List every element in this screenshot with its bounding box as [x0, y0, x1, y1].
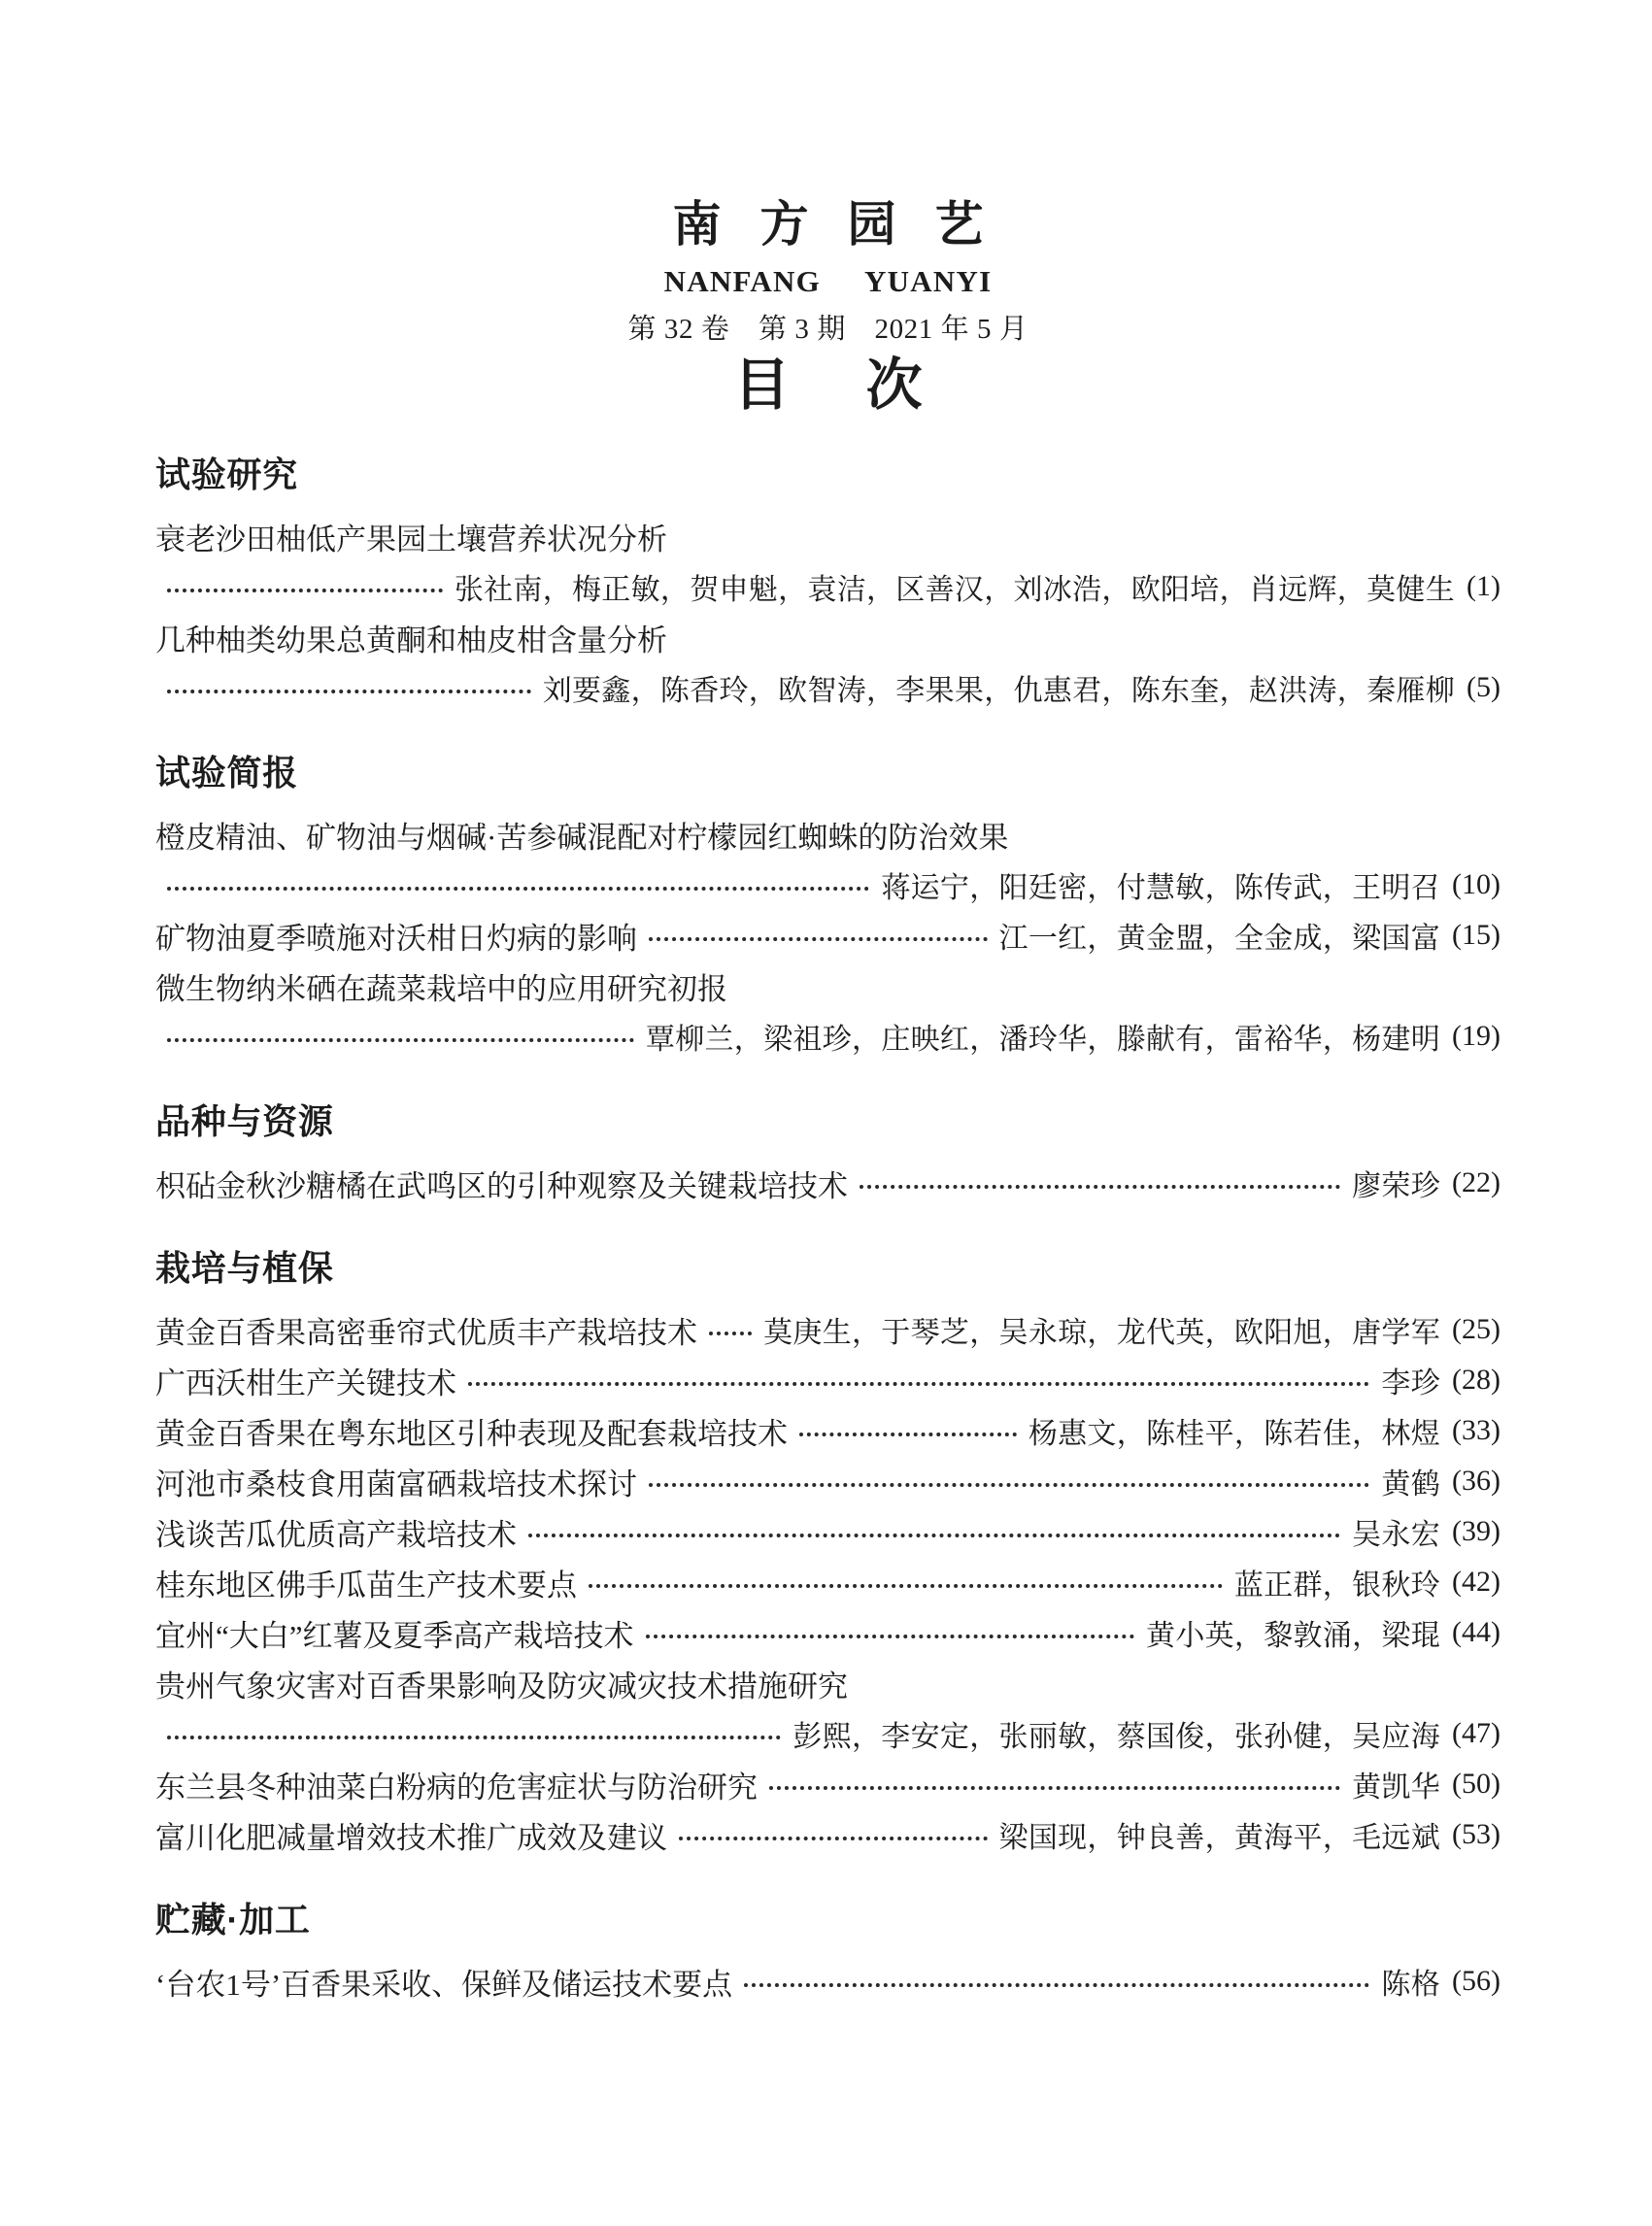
entry-title: 富川化肥减量增效技术推广成效及建议 — [155, 1820, 667, 1855]
toc-entry — [155, 1355, 1500, 1405]
toc-entry-author-line — [155, 1011, 1500, 1062]
entry-page-number: (10) — [1452, 868, 1500, 901]
toc-entry-author-line — [155, 662, 1500, 713]
toc-entry — [155, 1506, 1500, 1557]
entry-title: 广西沃柑生产关键技术 — [155, 1366, 456, 1400]
entry-page-number: (42) — [1452, 1566, 1500, 1599]
entry-page-number: (15) — [1452, 919, 1500, 952]
entry-title: 桂东地区佛手瓜苗生产技术要点 — [155, 1568, 577, 1602]
dot-leader — [468, 1382, 1369, 1386]
section-heading: 品种与资源 — [155, 1101, 334, 1142]
dot-leader — [860, 1185, 1340, 1189]
entry-title: 衰老沙田柚低产果园土壤营养状况分析 — [155, 522, 667, 556]
entry-page-number: (33) — [1452, 1414, 1500, 1447]
toc-entry-title-line — [155, 809, 1500, 860]
dot-leader — [528, 1534, 1340, 1537]
journal-title-cn: 南方园艺 — [672, 197, 1023, 252]
entry-authors: 李珍 — [1381, 1367, 1441, 1400]
entry-page-number: (36) — [1452, 1465, 1500, 1498]
entry-title: 几种柚类幼果总黄酮和柚皮柑含量分析 — [155, 623, 667, 658]
dot-leader — [649, 1483, 1369, 1487]
entry-title: 黄金百香果在粤东地区引种表现及配套栽培技术 — [155, 1416, 788, 1451]
toc-entry — [155, 1607, 1500, 1658]
entry-page-number: (22) — [1452, 1166, 1500, 1199]
dot-leader — [167, 887, 869, 891]
entry-title: 东兰县冬种油菜白粉病的危害症状与防治研究 — [155, 1770, 758, 1804]
entry-authors: 蒋运宁，阳廷密，付慧敏，陈传武，王明召 — [881, 872, 1441, 905]
entry-authors: 杨惠文，陈桂平，陈若佳，林煜 — [1028, 1418, 1441, 1451]
entry-title: 河池市桑枝食用菌富硒栽培技术探讨 — [155, 1467, 637, 1501]
entry-page-number: (53) — [1452, 1818, 1500, 1851]
entry-authors: 覃柳兰，梁祖珍，庄映红，潘玲华，滕献有，雷裕华，杨建明 — [645, 1024, 1441, 1057]
dot-leader — [589, 1584, 1223, 1588]
dot-leader — [646, 1635, 1134, 1638]
toc-entry — [155, 1956, 1500, 2007]
journal-title-en: NANFANG YUANYI — [663, 263, 993, 298]
entry-authors: 黄凯华 — [1352, 1771, 1441, 1804]
toc-entry-author-line — [155, 860, 1500, 910]
dot-leader — [649, 937, 988, 941]
dot-leader — [167, 589, 443, 592]
entry-authors: 吴永宏 — [1352, 1519, 1441, 1552]
entry-authors: 黄小英，黎敦涌，梁琨 — [1146, 1620, 1441, 1653]
toc-entry-author-line — [155, 1708, 1500, 1759]
issue-info: 第 32 卷 第 3 期 2021 年 5 月 — [627, 313, 1028, 345]
toc-entry — [155, 1456, 1500, 1506]
entry-page-number: (47) — [1452, 1717, 1500, 1750]
entry-authors: 张社南，梅正敏，贺申魁，袁洁，区善汉，刘冰浩，欧阳培，肖远辉，莫健生 — [454, 574, 1456, 607]
toc-entry — [155, 1759, 1500, 1809]
toc-entry-title-line — [155, 511, 1500, 561]
toc-entry — [155, 1304, 1500, 1355]
toc-heading: 目次 — [733, 353, 998, 417]
entry-title: 矿物油夏季喷施对沃柑日灼病的影响 — [155, 921, 637, 956]
toc-entry — [155, 910, 1500, 961]
entry-authors: 江一红，黄金盟，全金成，梁国富 — [998, 923, 1441, 956]
entry-title: ‘台农1号’百香果采收、保鲜及储运技术要点 — [155, 1967, 733, 2002]
entry-authors: 廖荣珍 — [1352, 1170, 1441, 1203]
toc-entry — [155, 1557, 1500, 1607]
entry-authors: 黄鹤 — [1381, 1468, 1441, 1501]
entry-title: 橙皮精油、矿物油与烟碱·苦参碱混配对柠檬园红蜘蛛的防治效果 — [155, 820, 1009, 855]
entry-title: 黄金百香果高密垂帘式优质丰产栽培技术 — [155, 1315, 697, 1350]
dot-leader — [769, 1786, 1340, 1790]
entry-page-number: (39) — [1452, 1515, 1500, 1548]
toc-entry — [155, 1405, 1500, 1456]
entry-authors: 陈格 — [1381, 1969, 1441, 2002]
entry-authors: 刘要鑫，陈香玲，欧智涛，李果果，仇惠君，陈东奎，赵洪涛，秦雁柳 — [542, 675, 1456, 708]
dot-leader — [709, 1332, 752, 1335]
toc-entry-title-line — [155, 1658, 1500, 1708]
entry-page-number: (5) — [1467, 671, 1500, 704]
masthead — [155, 199, 1500, 415]
toc-sections — [155, 448, 1500, 2007]
entry-authors: 莫庚生，于琴芝，吴永琼，龙代英，欧阳旭，唐学军 — [763, 1317, 1441, 1350]
entry-title: 宜州“大白”红薯及夏季高产栽培技术 — [155, 1618, 634, 1653]
toc-entry-title-line — [155, 961, 1500, 1011]
entry-authors: 梁国现，钟良善，黄海平，毛远斌 — [998, 1822, 1441, 1855]
dot-leader — [167, 1038, 634, 1042]
section-heading: 贮藏·加工 — [155, 1900, 311, 1940]
entry-page-number: (28) — [1452, 1364, 1500, 1397]
entry-title: 浅谈苦瓜优质高产栽培技术 — [155, 1517, 517, 1552]
entry-page-number: (1) — [1467, 570, 1500, 603]
entry-title: 枳砧金秋沙糖橘在武鸣区的引种观察及关键栽培技术 — [155, 1168, 848, 1203]
toc-entry-author-line — [155, 561, 1500, 612]
entry-title: 微生物纳米硒在蔬菜栽培中的应用研究初报 — [155, 971, 727, 1006]
dot-leader — [799, 1433, 1017, 1436]
section-heading: 栽培与植保 — [155, 1248, 334, 1289]
dot-leader — [679, 1837, 988, 1840]
entry-page-number: (25) — [1452, 1313, 1500, 1346]
dot-leader — [744, 1983, 1369, 1987]
section-heading: 试验简报 — [155, 753, 298, 793]
toc-entry — [155, 1158, 1500, 1208]
entry-page-number: (56) — [1452, 1965, 1500, 1998]
toc-entry-title-line — [155, 612, 1500, 662]
entry-title: 贵州气象灾害对百香果影响及防灾减灾技术措施研究 — [155, 1669, 848, 1703]
entry-authors: 蓝正群，银秋玲 — [1233, 1569, 1441, 1602]
dot-leader — [167, 1736, 781, 1739]
section-heading: 试验研究 — [155, 455, 298, 495]
dot-leader — [167, 690, 531, 693]
entry-page-number: (19) — [1452, 1020, 1500, 1053]
entry-page-number: (44) — [1452, 1616, 1500, 1649]
toc-entry — [155, 1809, 1500, 1860]
entry-page-number: (50) — [1452, 1768, 1500, 1801]
entry-authors: 彭熙，李安定，张丽敏，蔡国俊，张孙健，吴应海 — [792, 1721, 1441, 1754]
